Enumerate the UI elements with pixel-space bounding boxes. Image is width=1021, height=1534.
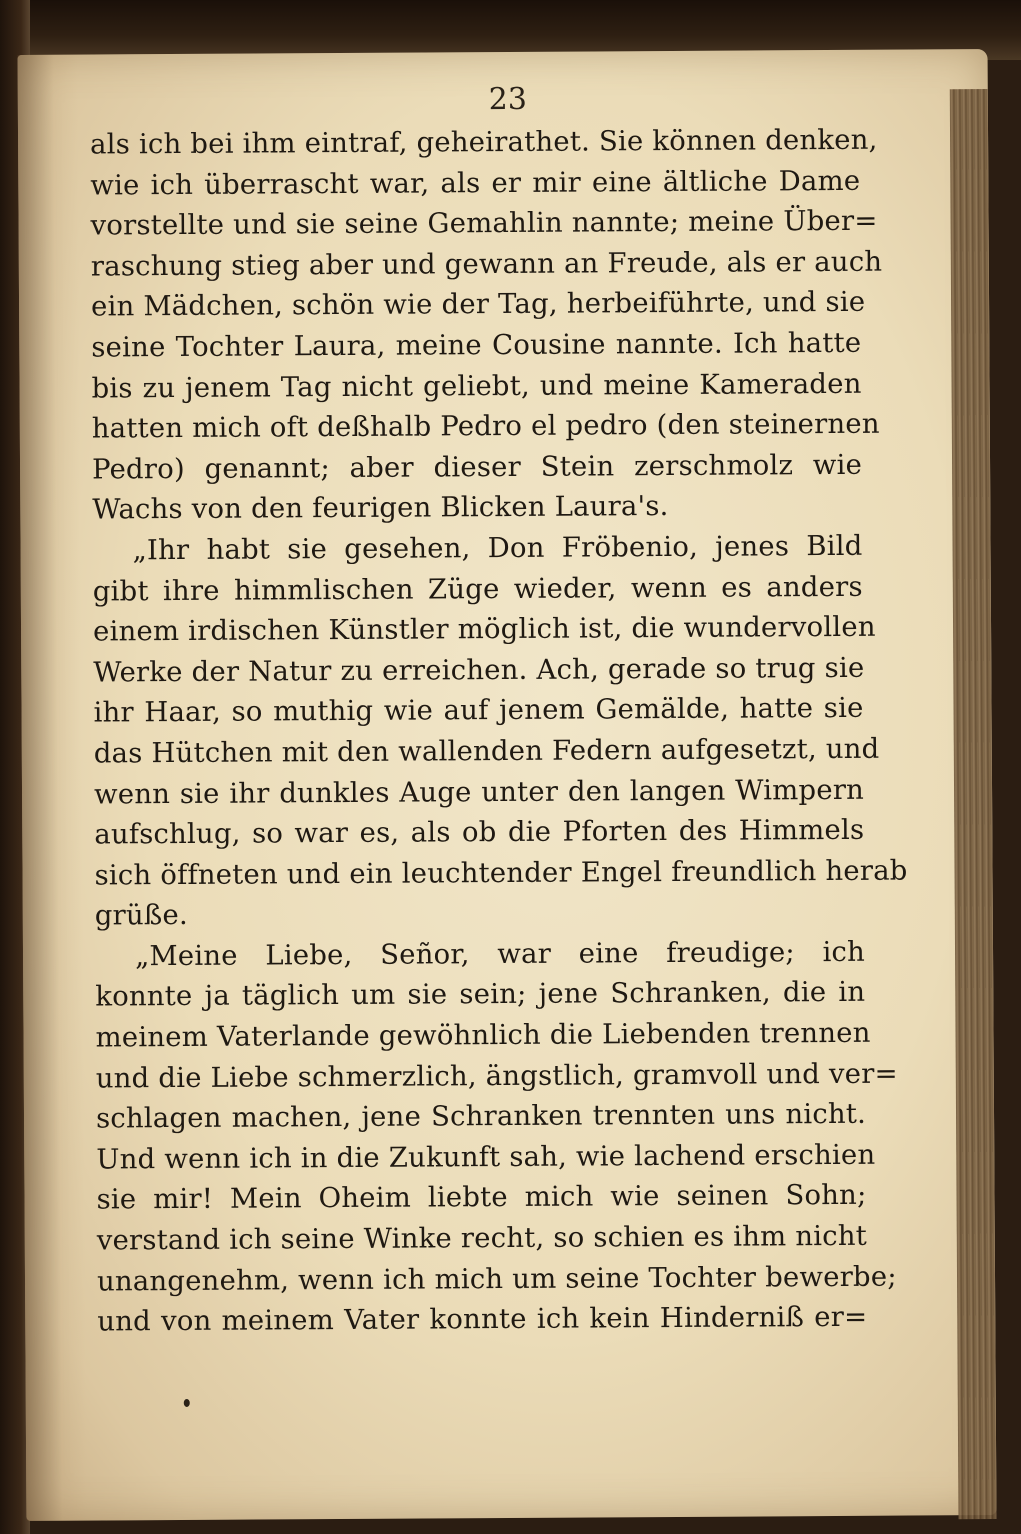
book-page (18, 49, 997, 1521)
text-line: unangenehm, wenn ich mich um seine Tochter bewerbe; (96, 1260, 897, 1298)
text-line: wie ich überrascht war, als er mir eine ältliche Dame (90, 164, 861, 202)
ink-speck (184, 1399, 190, 1407)
text-line: ein Mädchen, schön wie der Tag, herbeiführte, und sie (90, 286, 866, 323)
text-line: „Ihr habt sie gesehen, Don Fröbenio, jenes Bild (132, 529, 863, 567)
text-line: und von meinem Vater konnte ich kein Hinderniß er= (97, 1301, 868, 1338)
text-line: wenn sie ihr dunkles Auge unter den langen Wimpern (93, 773, 865, 811)
page-fore-edge (950, 89, 997, 1519)
text-line: grüße. (94, 899, 188, 932)
text-line: vorstellte und sie seine Gemahlin nannte; meine Über= (90, 204, 878, 242)
text-line: schlagen machen, jene Schranken trennten uns nicht. (95, 1098, 867, 1135)
text-line: verstand ich seine Winke recht, so schien es ihm nicht (96, 1219, 868, 1257)
text-line: das Hütchen mit den wallenden Federn aufgesetzt, und (93, 732, 880, 770)
text-line: seine Tochter Laura, meine Cousine nannte. Ich hatte (91, 326, 862, 364)
text-line: meinem Vaterlande gewöhnlich die Liebenden trennen (95, 1016, 871, 1054)
text-line: sie mir! Mein Oheim liebte mich wie seinen Sohn; (96, 1179, 867, 1216)
body-text (89, 120, 908, 1342)
text-line: einem irdischen Künstler möglich ist, die wundervollen (92, 610, 876, 648)
text-line: sich öffneten und ein leuchtender Engel freundlich herab (94, 854, 908, 892)
text-line: raschung stieg aber und gewann an Freude, als er auch (90, 245, 883, 283)
text-line: aufschlug, so war es, als ob die Pforten des Himmels (94, 813, 865, 851)
text-line: „Meine Liebe, Señor, war eine freudige; ich (134, 935, 866, 973)
text-line: Werke der Natur zu erreichen. Ach, gerade so trug sie (93, 651, 865, 689)
text-line: konnte ja täglich um sie sein; jene Schranken, die in (95, 976, 866, 1013)
text-line: Wachs von den feurigen Blicken Laura's. (92, 490, 669, 526)
text-line: und die Liebe schmerzlich, ängstlich, gramvoll und ver= (95, 1057, 898, 1095)
text-line: als ich bei ihm eintraf, geheirathet. Sie können denken, (89, 123, 878, 161)
page-gutter-shadow (18, 55, 87, 1521)
text-line: Und wenn ich in die Zukunft sah, wie lachend erschien (96, 1138, 876, 1176)
page-number: 23 (488, 81, 528, 118)
text-line: gibt ihre himmlischen Züge wieder, wenn es anders (92, 570, 863, 608)
text-line: Pedro) genannt; aber dieser Stein zerschmolz wie (91, 448, 863, 486)
text-line: bis zu jenem Tag nicht geliebt, und meine Kameraden (91, 367, 862, 405)
text-line: hatten mich oft deßhalb Pedro el pedro (den steinernen (91, 407, 880, 445)
text-line: ihr Haar, so muthig wie auf jenem Gemälde, hatte sie (93, 692, 864, 729)
